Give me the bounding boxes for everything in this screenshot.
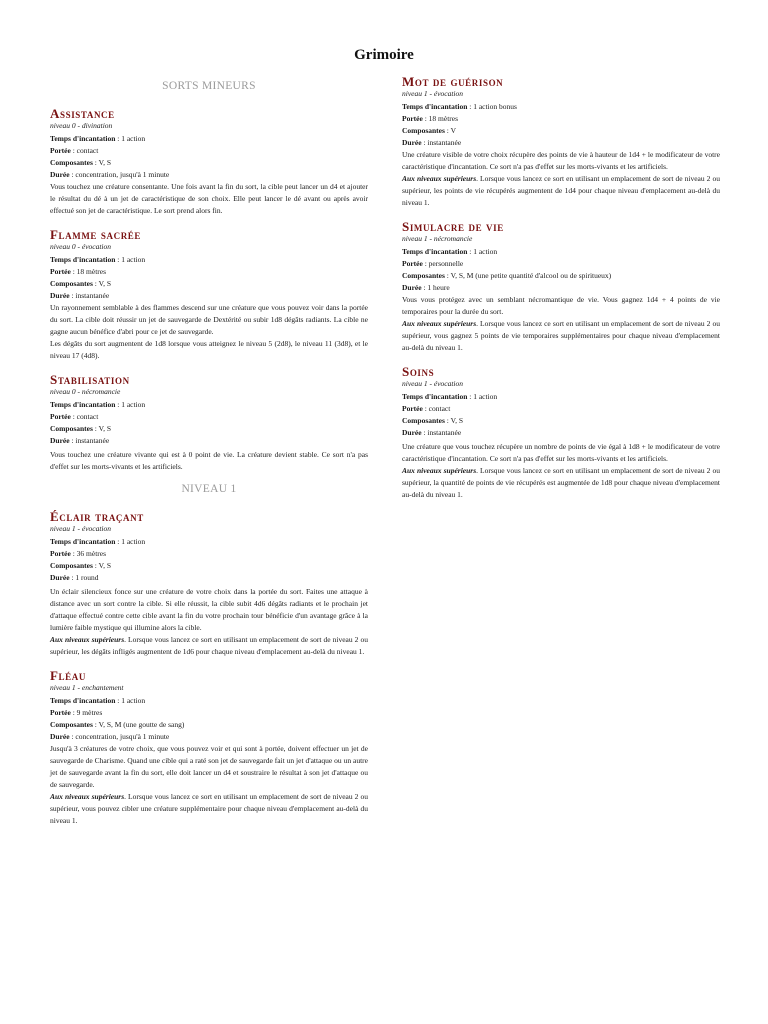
spell-level: niveau 0 - nécromancie: [50, 387, 121, 396]
spell-casting-time: Temps d'incantation : 1 action: [402, 392, 498, 401]
spell-level: niveau 1 - enchantement: [50, 683, 124, 692]
spell-duration: Durée : concentration, jusqu'à 1 minute: [50, 170, 170, 179]
spell-components: Composantes : V, S, M (une petite quantité d'alcool ou de spiritueux): [402, 271, 612, 280]
spell-range: Portée : 36 mètres: [50, 549, 107, 558]
spell-name: Assistance: [50, 106, 115, 121]
spell-casting-time: Temps d'incantation : 1 action: [50, 134, 146, 143]
spell-name: Simulacre de vie: [402, 219, 504, 234]
spell-range: Portée : contact: [402, 404, 451, 413]
spell-name: Soins: [402, 364, 435, 379]
spell-higher-levels: Aux niveaux supérieurs. Lorsque vous lancez ce sort en utilisant un emplacement de sort de niveau 2 ou supérieur, vous pouvez cibler une créature supplémentaire pour chaque niveau d'emplacement au-delà du niveau 1.: [50, 792, 368, 825]
spell-card-simulacre-de-vie: [402, 219, 720, 354]
spell-level: niveau 1 - nécromancie: [402, 234, 473, 243]
spell-card-flamme-sacree: [50, 227, 368, 362]
spell-casting-time: Temps d'incantation : 1 action: [50, 537, 146, 546]
spell-duration: Durée : concentration, jusqu'à 1 minute: [50, 732, 170, 741]
spell-description: Jusqu'à 3 créatures de votre choix, que vous pouvez voir et qui sont à portée, doivent effectuer un jet de sauvegarde de Charisme. Quand une cible qui a raté son jet de sauvegarde fait un jet d'attaque ou un autre jet de sauvegarde avant la fin du sort, elle doit lancer un d4 et soustraire le résultat à son jet d'attaque ou de sauvegarde.: [50, 744, 368, 789]
spell-duration: Durée : 1 round: [50, 573, 99, 582]
spell-components: Composantes : V: [402, 126, 457, 135]
spell-card-mot-de-guerison: [402, 74, 720, 209]
spell-level: niveau 1 - évocation: [50, 524, 112, 533]
document-title: Grimoire: [354, 47, 414, 63]
spell-components: Composantes : V, S: [50, 424, 111, 433]
spell-components: Composantes : V, S, M (une goutte de sang): [50, 720, 185, 729]
spell-card-stabilisation: [50, 372, 368, 473]
spell-card-soins: [402, 364, 720, 501]
spell-range: Portée : 9 mètres: [50, 708, 103, 717]
right-column: [402, 74, 720, 511]
spell-description: Vous vous protégez avec un semblant nécromantique de vie. Vous gagnez 1d4 + 4 points de vie temporaires pour la durée du sort.: [402, 295, 720, 316]
spell-level: niveau 1 - évocation: [402, 89, 464, 98]
spell-description-extra: Les dégâts du sort augmentent de 1d8 lorsque vous atteignez le niveau 5 (2d8), le niveau 11 (3d8), et le niveau 17 (4d8).: [50, 339, 368, 360]
spell-name: Stabilisation: [50, 372, 130, 387]
spell-card-fleau: [50, 668, 368, 827]
spell-components: Composantes : V, S: [50, 158, 111, 167]
spell-description: Un rayonnement semblable à des flammes descend sur une créature que vous pouvez voir dans la portée du sort. La cible doit réussir un jet de sauvegarde de Dextérité ou subir 1d8 dégâts radiants. La cible ne gagne aucun bénéfice d'abri pour ce jet de sauvegarde.: [50, 303, 368, 336]
left-column: [50, 74, 368, 837]
spell-duration: Durée : instantanée: [50, 436, 110, 445]
spell-description: Une créature visible de votre choix récupère des points de vie à hauteur de 1d4 + le modificateur de votre caractéristique d'incantation. Ce sort n'a pas d'effet sur les morts-vivants et les artificiels.: [402, 150, 720, 171]
spell-range: Portée : personnelle: [402, 259, 464, 268]
spell-level: niveau 0 - divination: [50, 121, 113, 130]
spell-range: Portée : 18 mètres: [402, 114, 459, 123]
spell-casting-time: Temps d'incantation : 1 action: [402, 247, 498, 256]
spell-name: Mot de guérison: [402, 74, 504, 89]
spell-components: Composantes : V, S: [50, 279, 111, 288]
spell-range: Portée : 18 mètres: [50, 267, 107, 276]
spell-description: Un éclair silencieux fonce sur une créature de votre choix dans la portée du sort. Faites une attaque à distance avec un sort contre la cible. Si elle réussit, la cible subit 4d6 dégâts radiants et le prochain jet d'attaque effectué contre cette cible avant la fin du votre prochain tour bénéficie d'un avantage grâce à la lumière faible mystique qui illumine alors la cible.: [50, 587, 368, 632]
spell-card-eclair-tracant: [50, 509, 368, 658]
spell-casting-time: Temps d'incantation : 1 action: [50, 400, 146, 409]
spell-components: Composantes : V, S: [50, 561, 111, 570]
spell-higher-levels: Aux niveaux supérieurs. Lorsque vous lancez ce sort en utilisant un emplacement de sort de niveau 2 ou supérieur, les points de vie récupérés augmentent de 1d4 pour chaque niveau d'emplacement au-delà du niveau 1.: [402, 174, 720, 207]
spell-level: niveau 0 - évocation: [50, 242, 112, 251]
spell-description: Vous touchez une créature vivante qui est à 0 point de vie. La créature devient stable. Ce sort n'a pas d'effet sur les morts-vivants et les artificiels.: [50, 450, 368, 471]
spell-duration: Durée : 1 heure: [402, 283, 450, 292]
spell-duration: Durée : instantanée: [402, 428, 462, 437]
spell-casting-time: Temps d'incantation : 1 action: [50, 696, 146, 705]
spell-duration: Durée : instantanée: [402, 138, 462, 147]
spell-name: Fléau: [50, 668, 86, 683]
spell-description: Une créature que vous touchez récupère un nombre de points de vie égal à 1d8 + le modificateur de votre caractéristique d'incantation. Ce sort n'a pas d'effet sur les morts-vivants et les artificiels.: [402, 442, 720, 463]
spell-casting-time: Temps d'incantation : 1 action bonus: [402, 102, 517, 111]
section-heading-cantrips: SORTS MINEURS: [162, 80, 256, 92]
spell-description: Vous touchez une créature consentante. Une fois avant la fin du sort, la cible peut lancer un d4 et ajouter le résultat du dé à un jet de caractéristique de son choix. Elle peut lancer le dé avant ou après avoir effectué son jet de caractéristique. Le sort prend alors fin.: [50, 182, 368, 215]
spell-casting-time: Temps d'incantation : 1 action: [50, 255, 146, 264]
spell-duration: Durée : instantanée: [50, 291, 110, 300]
spell-range: Portée : contact: [50, 412, 99, 421]
spell-level: niveau 1 - évocation: [402, 379, 464, 388]
spell-higher-levels: Aux niveaux supérieurs. Lorsque vous lancez ce sort en utilisant un emplacement de sort de niveau 2 ou supérieur, la quantité de points de vie récupérés est augmentée de 1d8 pour chaque niveau d'emplacement au-delà du niveau 1.: [402, 466, 720, 499]
section-heading-level1: NIVEAU 1: [181, 483, 237, 495]
spell-higher-levels: Aux niveaux supérieurs. Lorsque vous lancez ce sort en utilisant un emplacement de sort de niveau 2 ou supérieur, vous gagnez 5 points de vie temporaires supplémentaires pour chaque niveau d'emplacement au-delà du niveau 1.: [402, 319, 720, 352]
spell-name: Flamme sacrée: [50, 227, 141, 242]
spell-range: Portée : contact: [50, 146, 99, 155]
spell-card-assistance: [50, 106, 368, 217]
spell-higher-levels: Aux niveaux supérieurs. Lorsque vous lancez ce sort en utilisant un emplacement de sort de niveau 2 ou supérieur, les dégâts infligés augmentent de 1d6 pour chaque niveau d'emplacement au-delà du niveau 1.: [50, 635, 368, 656]
spell-components: Composantes : V, S: [402, 416, 463, 425]
spell-name: Éclair traçant: [50, 509, 144, 524]
